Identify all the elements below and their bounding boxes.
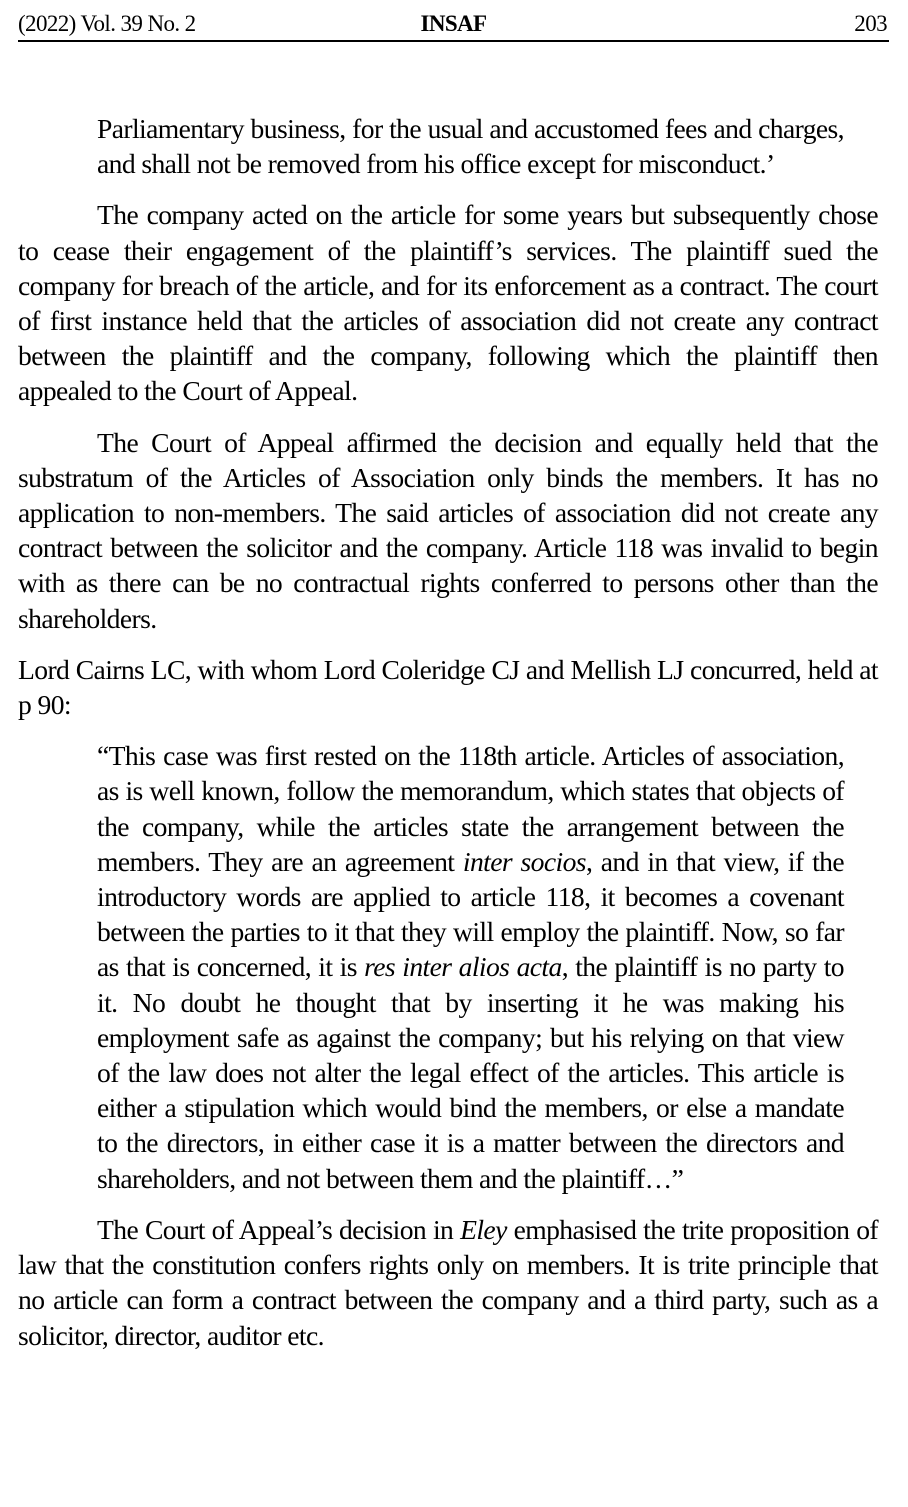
case-name-eley: Eley (460, 1213, 507, 1245)
journal-title: INSAF (420, 11, 487, 36)
block-quote-judgment (97, 738, 844, 1196)
latin-term-res-inter-alios-acta: res inter alios acta (364, 951, 562, 983)
paragraph-text: emphasised the trite proposition of law that the constitution confers rights only on members. It is trite principle that no article can form a contract between the company and a third party, such as a solicitor, director, auditor etc. (18, 1213, 878, 1351)
quote-text: , and in that view, if the introductory words are applied to article 118, it becomes a covenant between the parties to it that they will employ the plaintiff. Now, so far as that is concerned, it is (97, 845, 844, 983)
paragraph-eley-conclusion (18, 1212, 878, 1353)
paragraph-court-of-appeal: The Court of Appeal affirmed the decision and equally held that the substratum of the Articles of Association only binds the members. It has no application to non-members. The said articles of association did not create any contract between the solicitor and the company. Article 118 was invalid to begin with as there can be no contractual rights conferred to persons other than the shareholders. (18, 426, 878, 634)
journal-volume: (2022) Vol. 39 No. 2 (18, 11, 196, 36)
paragraph-facts: The company acted on the article for some years but subsequently chose to cease their engagement of the plaintiff’s services. The plaintiff sued the company for breach of the article, and for its enforcement as a contract. The court of first instance held that the articles of association did not create any contract between the plaintiff and the company, following which the plaintiff then appealed to the Court of Appeal. (18, 199, 878, 407)
quote-text: , the plaintiff is no party to it. No doubt he thought that by inserting it he was making his employment safe as against the company; but his relying on that view of the law does not alter the legal effect of the articles. This article is either a stipulation which would bind the members, or else a mandate to the directors, in either case it is a matter between the directors and shareholders, and not between them and the plaintiff…” (97, 951, 844, 1194)
paragraph-text: The Court of Appeal’s decision in (97, 1213, 461, 1245)
page-body (18, 111, 878, 1353)
paragraph-lord-cairns-intro: Lord Cairns LC, with whom Lord Coleridge CJ and Mellish LJ concurred, held at p 90: (18, 653, 878, 721)
running-header (18, 8, 889, 42)
page-number: 203 (854, 11, 887, 36)
latin-term-inter-socios: inter socios (462, 845, 586, 877)
quoted-article-continuation: Parliamentary business, for the usual and accustomed fees and charges, and shall not be removed from his office except for misconduct.’ (97, 113, 844, 180)
quote-text: “This case was first rested on the 118th article. Articles of association, as is well known, follow the memorandum, which states that objects of the company, while the articles state the arrangement between the members. They are an agreement (97, 740, 844, 877)
